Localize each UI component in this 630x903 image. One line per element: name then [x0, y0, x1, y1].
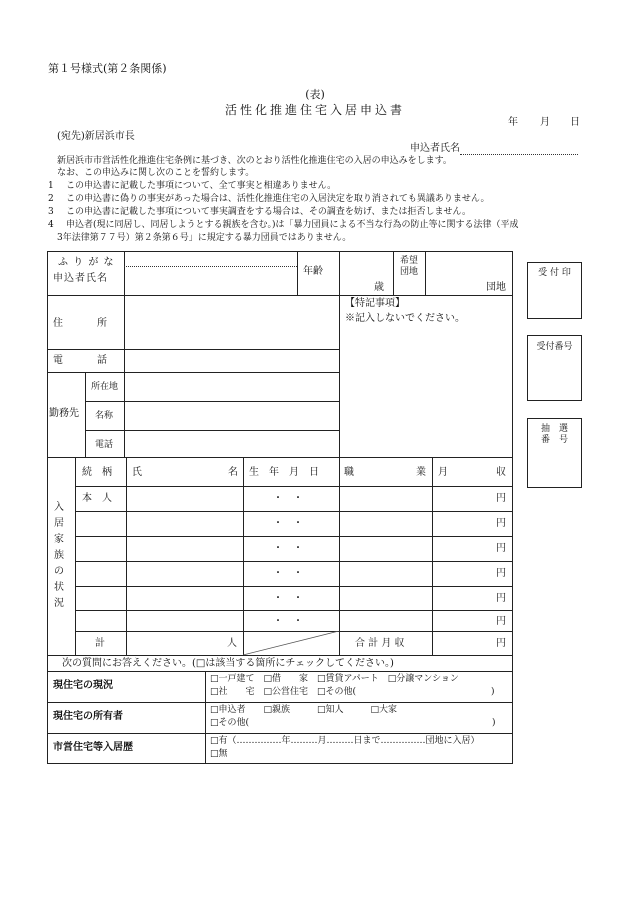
- page-title: 活性化推進住宅入居申込書: [224, 103, 405, 117]
- q3-options-line1[interactable]: □有（……………年………月………日まで……………団地に入居）: [210, 736, 480, 746]
- total-label: 計: [95, 638, 105, 649]
- col-job-right: 業: [416, 467, 426, 478]
- notes-body: ※記入しないでください。: [345, 313, 465, 324]
- applicant-name-line[interactable]: [460, 154, 578, 155]
- applicant-name-header: 申込者氏名: [53, 273, 108, 284]
- receipt-stamp-label: 受 付 印: [538, 268, 571, 278]
- q1-options-line1[interactable]: □一戸建て □借 家 □賃貸アパート □分譲マンション: [210, 674, 459, 684]
- col-name-left: 氏: [132, 467, 142, 478]
- q3-options-line2[interactable]: □無: [210, 749, 228, 759]
- pledge-num: 2: [48, 194, 54, 204]
- col-name-right: 名: [228, 467, 238, 478]
- address-field[interactable]: [126, 297, 337, 347]
- date-month: 月: [540, 117, 550, 128]
- furigana-field[interactable]: [126, 253, 295, 265]
- applicant-name-label: 申込者氏名: [410, 143, 460, 154]
- questions-intro: 次の質問にお答えください。(□は該当する箇所にチェックしてください。): [62, 658, 394, 669]
- q2-label: 現住宅の所有者: [53, 711, 123, 722]
- q1-options-line2[interactable]: □社 宅 □公営住宅 □その他( ): [210, 687, 495, 697]
- birth-dots: ・ ・: [273, 493, 303, 504]
- pledge-num: 4: [48, 220, 54, 230]
- family-section-label: 入居家族の状況: [54, 502, 64, 609]
- notes-title: 【特記事項】: [345, 298, 405, 309]
- birth-dots: ・ ・: [273, 593, 303, 604]
- yen-unit: 円: [496, 518, 506, 529]
- date-year: 年: [508, 117, 518, 128]
- birth-dots: ・ ・: [273, 568, 303, 579]
- addressee: (宛先)新居浜市長: [57, 131, 135, 142]
- work-phone-field[interactable]: [126, 432, 337, 455]
- yen-unit: 円: [496, 593, 506, 604]
- form-number: 第１号様式(第２条関係): [48, 62, 167, 75]
- work-phone-label: 電話: [95, 440, 114, 450]
- work-name-label: 名称: [95, 411, 114, 421]
- intro-line-1: 新居浜市市営活性化推進住宅条例に基づき、次のとおり活性化推進住宅の入居の申込みをします。: [57, 156, 452, 166]
- pledge-text: この申込書に記載した事項について事実調査をする場合は、その調査を妨げ、または拒否しません。: [66, 207, 472, 217]
- name-field[interactable]: [126, 268, 295, 293]
- pledge-text-cont: 3年法律第７７号）第２条第６号」に規定する暴力団員ではありません。: [57, 233, 352, 243]
- col-relation: 続 柄: [82, 467, 112, 478]
- work-location-field[interactable]: [126, 374, 337, 399]
- pledge-num: 1: [48, 181, 54, 191]
- phone-field[interactable]: [126, 351, 337, 371]
- yen-unit: 円: [496, 493, 506, 504]
- pledge-text: この申込書に偽りの事実があった場合は、活性化推進住宅の入居決定を取り消されても異議ありません。: [66, 194, 490, 204]
- address-label: 住 所: [53, 318, 108, 329]
- pledge-text: この申込書に記載した事項について、全て事実と相違ありません。: [66, 181, 337, 191]
- phone-label: 電 話: [53, 355, 108, 366]
- lottery-number-label: 抽 選 番 号: [540, 424, 568, 445]
- q2-options-line2[interactable]: □その他( ): [210, 718, 496, 728]
- col-job-left: 職: [344, 467, 354, 478]
- q1-label: 現住宅の現況: [53, 680, 113, 691]
- intro-line-2: なお、この申込みに関し次のことを誓約します。: [57, 168, 255, 178]
- diagonal-strike: [243, 631, 339, 655]
- col-income-left: 月: [438, 467, 448, 478]
- pledge-num: 3: [48, 207, 54, 217]
- total-income-label: 合 計 月 収: [355, 638, 405, 649]
- col-birth: 生 年 月 日: [249, 467, 319, 478]
- self-label: 本 人: [82, 493, 112, 504]
- side-label: (表): [305, 88, 325, 101]
- age-label: 年齢: [303, 266, 323, 277]
- date-day: 日: [570, 117, 580, 128]
- age-unit: 歳: [374, 282, 384, 293]
- birth-dots: ・ ・: [273, 616, 303, 627]
- yen-unit: 円: [496, 543, 506, 554]
- q3-label: 市営住宅等入居歴: [53, 742, 133, 753]
- workplace-label: 勤務先: [49, 408, 79, 419]
- q2-options-line1[interactable]: □申込者 □親族 □知人 □大家: [210, 705, 398, 715]
- col-income-right: 収: [496, 467, 506, 478]
- birth-dots: ・ ・: [273, 543, 303, 554]
- yen-unit: 円: [496, 568, 506, 579]
- yen-unit: 円: [496, 638, 506, 649]
- desired-complex-label: 希望 団地: [400, 256, 419, 277]
- furigana-label: ふ り が な: [58, 257, 115, 268]
- work-name-field[interactable]: [126, 403, 337, 428]
- persons-unit: 人: [227, 638, 237, 649]
- pledge-text: 申込者(現に同居し、同居しようとする親族を含む。)は「暴力団員による不当な行為の防止等に関する法律（平成: [66, 220, 519, 230]
- birth-dots: ・ ・: [273, 518, 303, 529]
- receipt-number-label: 受付番号: [536, 342, 573, 352]
- work-location-label: 所在地: [91, 382, 119, 392]
- yen-unit: 円: [496, 616, 506, 627]
- complex-unit: 団地: [486, 282, 506, 293]
